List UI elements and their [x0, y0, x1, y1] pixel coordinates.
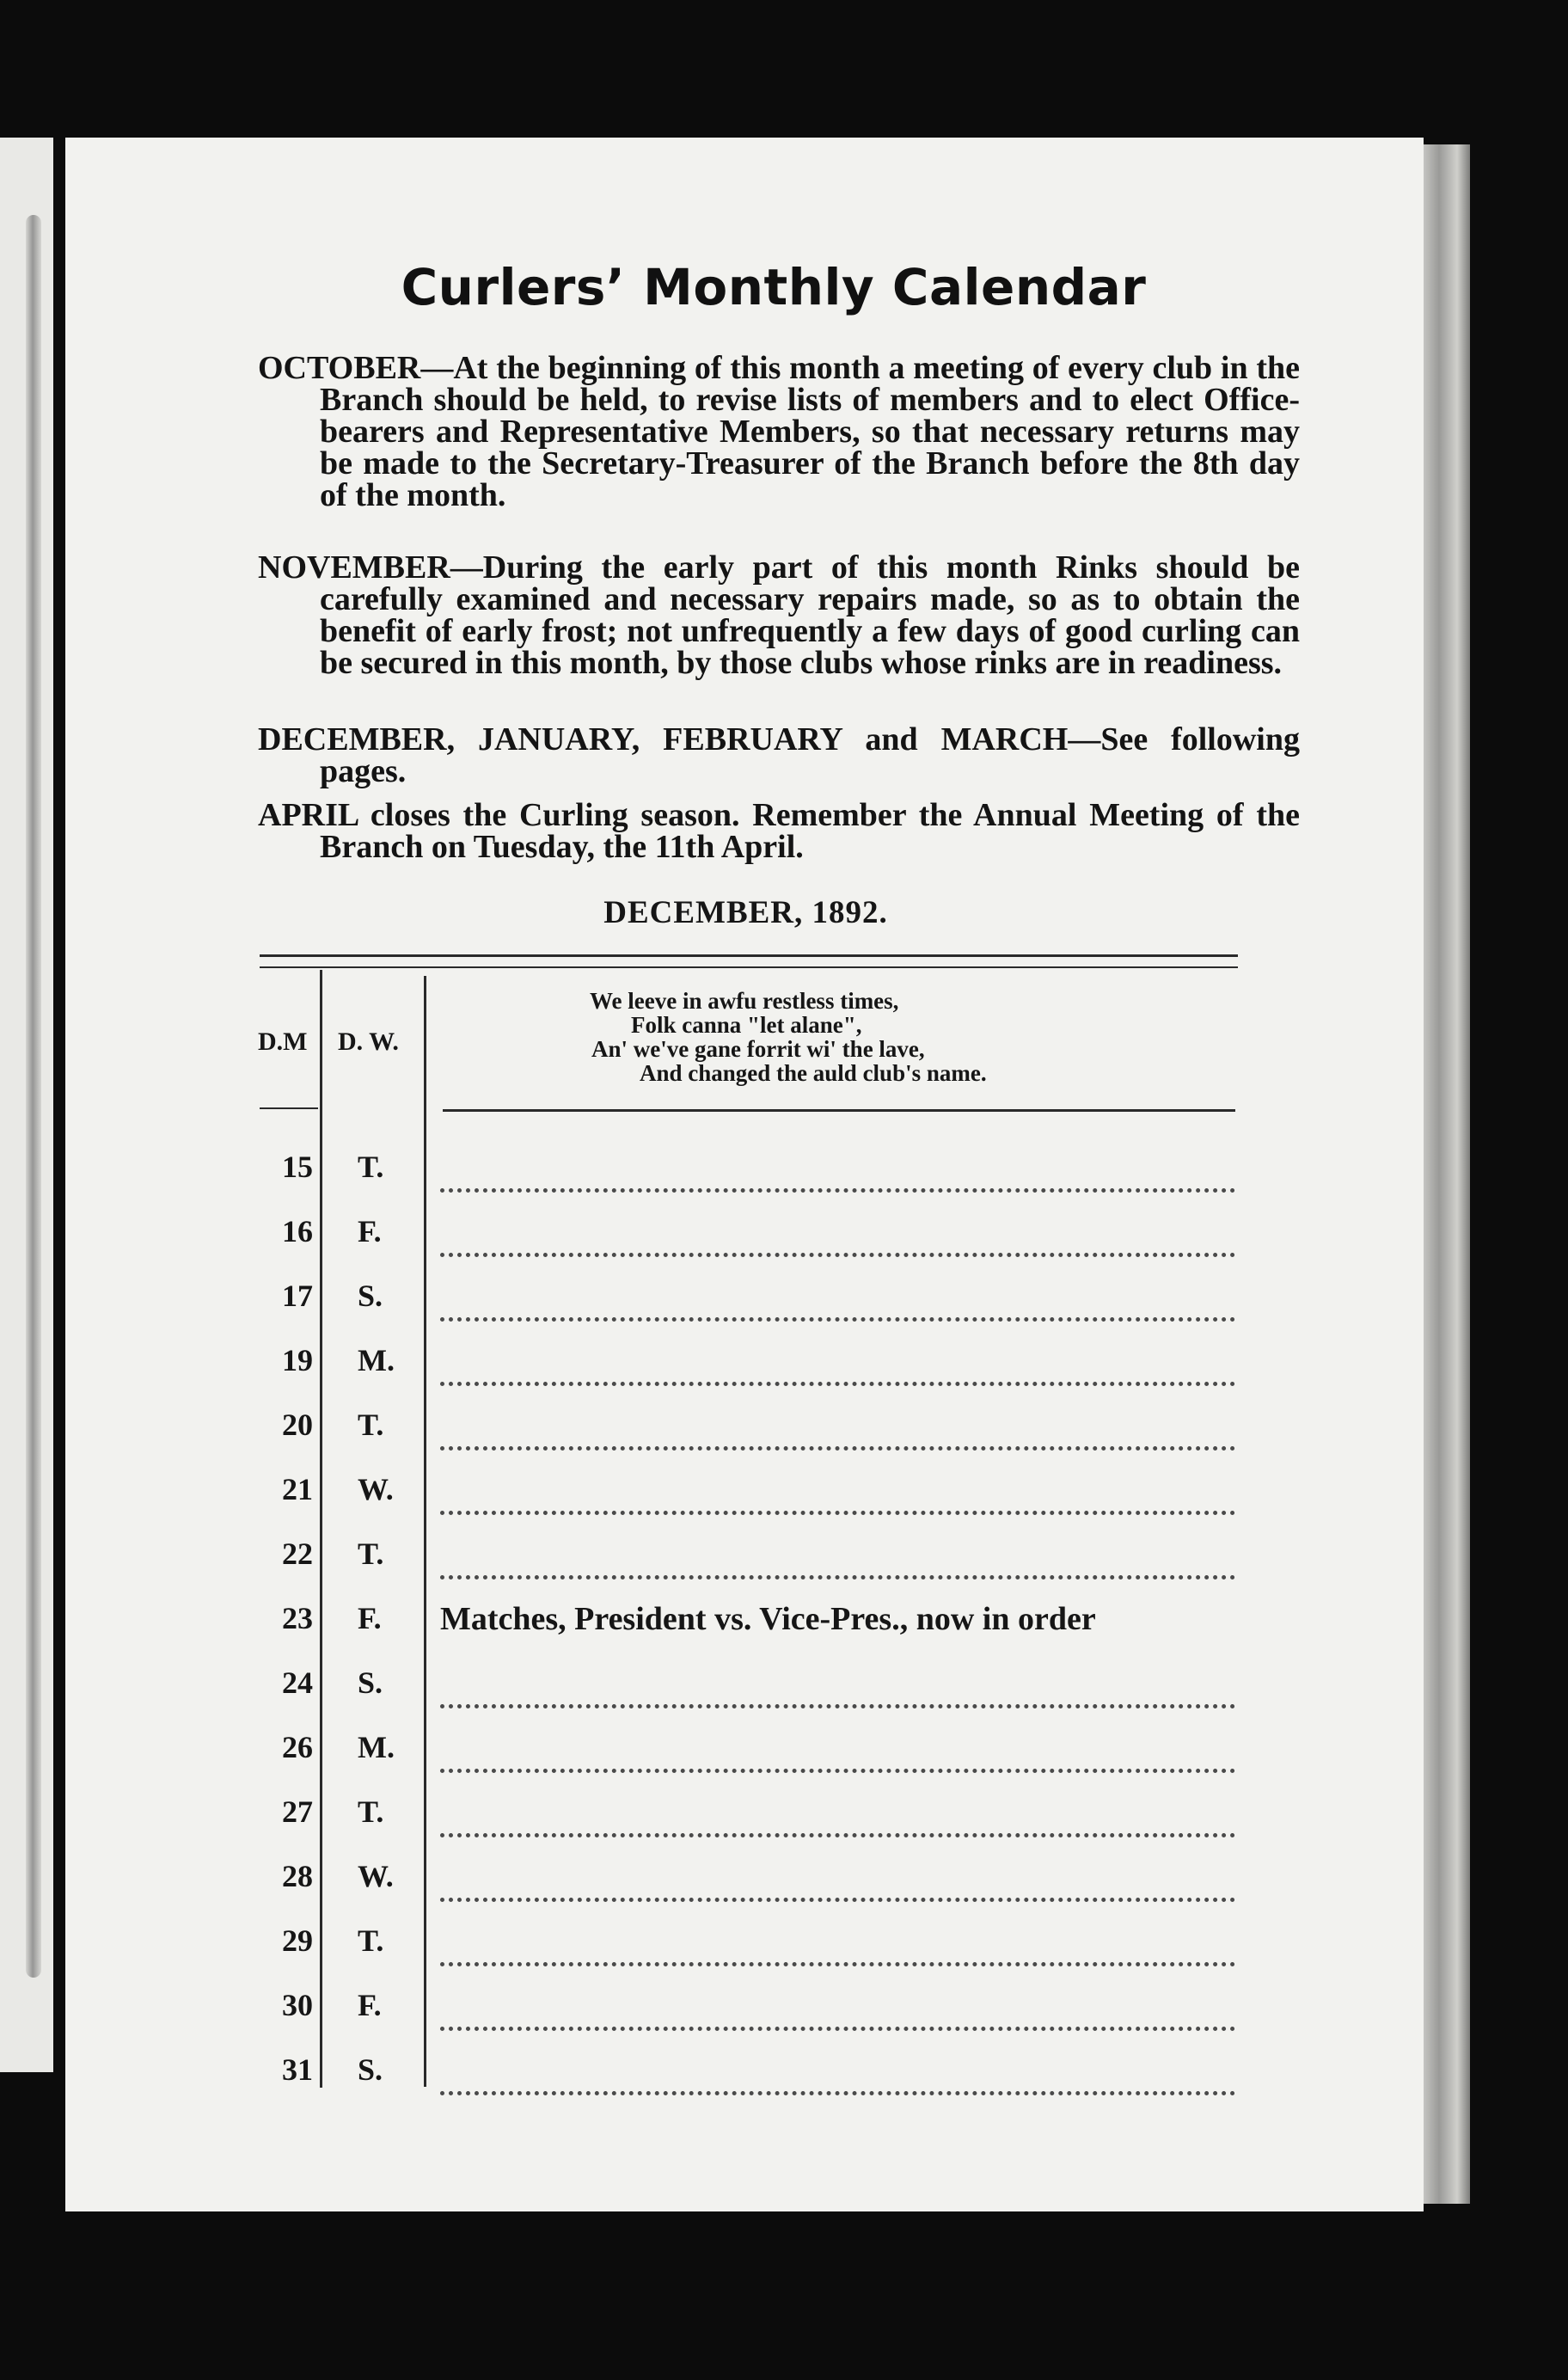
day-of-week: S. — [358, 2052, 383, 2087]
verse-line: Folk canna "let alane", — [631, 1012, 862, 1038]
dotted-entry-line — [440, 1731, 1235, 1773]
dotted-entry-line — [440, 1150, 1235, 1193]
month-heading: DECEMBER, 1892. — [603, 895, 888, 930]
day-of-week: S. — [358, 1665, 383, 1700]
day-of-week: T. — [358, 1150, 384, 1184]
entry-november: NOVEMBER—During the early part of this month Rinks should be carefully examined and necessary repairs made, so as to obtain the benefit of early frost; not unfrequently a few days of good curling can be secured in this month, by those clubs whose rinks are in readiness. — [258, 549, 1300, 681]
day-of-week: T. — [358, 1794, 384, 1829]
calendar-row — [258, 2045, 1238, 2096]
dotted-entry-line — [440, 1215, 1235, 1257]
day-of-week: W. — [358, 1472, 394, 1506]
dotted-entry-line — [440, 1344, 1235, 1386]
day-of-week: T. — [358, 1408, 384, 1442]
dotted-entry-line — [440, 1408, 1235, 1451]
day-of-month: 23 — [282, 1601, 313, 1635]
verse-line: We leeve in awfu restless times, — [590, 988, 899, 1014]
entry-october: OCTOBER—At the beginning of this month a meeting of every club in the Branch should be held, to revise lists of members and to elect Office-bearers and Representative Members, so that necessary returns may be made to the Secretary-Treasurer of the Branch before the 8th day of the month. — [258, 350, 1300, 513]
day-of-month: 15 — [282, 1150, 313, 1184]
dotted-entry-line — [440, 1473, 1235, 1515]
day-of-month: 30 — [282, 1988, 313, 2022]
day-of-month: 17 — [282, 1279, 313, 1313]
day-of-week: T. — [358, 1923, 384, 1958]
day-of-month: 28 — [282, 1859, 313, 1893]
dotted-entry-line — [440, 1860, 1235, 1902]
dotted-entry-line — [440, 1795, 1235, 1837]
calendar-row — [258, 1980, 1238, 2032]
binding-edge — [26, 215, 41, 1978]
entry-december-march: DECEMBER, JANUARY, FEBRUARY and MARCH—See following pages. — [258, 721, 1300, 789]
calendar-row — [258, 1464, 1238, 1516]
day-of-month: 24 — [282, 1665, 313, 1700]
header-underline-notes — [443, 1109, 1235, 1112]
column-header-day-of-month: D.M — [258, 1027, 308, 1056]
calendar-row — [258, 1206, 1238, 1258]
header-underline-dm — [260, 1107, 318, 1109]
table-top-rule — [260, 954, 1238, 957]
calendar-row — [258, 1851, 1238, 1903]
calendar-row — [258, 1722, 1238, 1774]
day-of-week: M. — [358, 1343, 395, 1377]
calendar-row — [258, 1400, 1238, 1451]
day-of-month: 20 — [282, 1408, 313, 1442]
dotted-entry-line — [440, 2053, 1235, 2095]
day-of-week: W. — [358, 1859, 394, 1893]
dotted-entry-line — [440, 1924, 1235, 1966]
dotted-entry-line — [440, 1279, 1235, 1322]
column-header-day-of-week: D. W. — [338, 1027, 399, 1056]
calendar-row — [258, 1787, 1238, 1838]
entry-april: APRIL closes the Curling season. Remember the Annual Meeting of the Branch on Tuesday, the 11th April. — [258, 797, 1300, 865]
day-of-month: 31 — [282, 2052, 313, 2087]
dotted-entry-line — [440, 1537, 1235, 1580]
day-of-month: 16 — [282, 1214, 313, 1248]
calendar-row — [258, 1593, 1238, 1645]
day-of-week: F. — [358, 1601, 382, 1635]
day-of-month: 27 — [282, 1794, 313, 1829]
day-of-month: 29 — [282, 1923, 313, 1958]
calendar-row — [258, 1529, 1238, 1580]
calendar-row — [258, 1335, 1238, 1387]
calendar-row — [258, 1916, 1238, 1967]
day-of-month: 22 — [282, 1537, 313, 1571]
verse-line: An' we've gane forrit wi' the lave, — [591, 1036, 925, 1062]
day-of-week: S. — [358, 1279, 383, 1313]
calendar-row — [258, 1271, 1238, 1322]
dotted-entry-line — [440, 1989, 1235, 2031]
day-of-week: F. — [358, 1214, 382, 1248]
page-stack-edge — [1418, 144, 1470, 2204]
calendar-row — [258, 1658, 1238, 1709]
day-of-week: T. — [358, 1537, 384, 1571]
day-of-month: 26 — [282, 1730, 313, 1764]
verse-line: And changed the auld club's name. — [640, 1060, 987, 1086]
page-title: Curlers’ Monthly Calendar — [401, 258, 1147, 316]
verse — [430, 989, 1229, 1085]
day-of-week: F. — [358, 1988, 382, 2022]
table-top-rule-thin — [260, 966, 1238, 968]
day-of-month: 19 — [282, 1343, 313, 1377]
dotted-entry-line — [440, 1666, 1235, 1708]
calendar-note: Matches, President vs. Vice-Pres., now in order — [440, 1601, 1096, 1637]
day-of-month: 21 — [282, 1472, 313, 1506]
day-of-week: M. — [358, 1730, 395, 1764]
calendar-row — [258, 1142, 1238, 1193]
